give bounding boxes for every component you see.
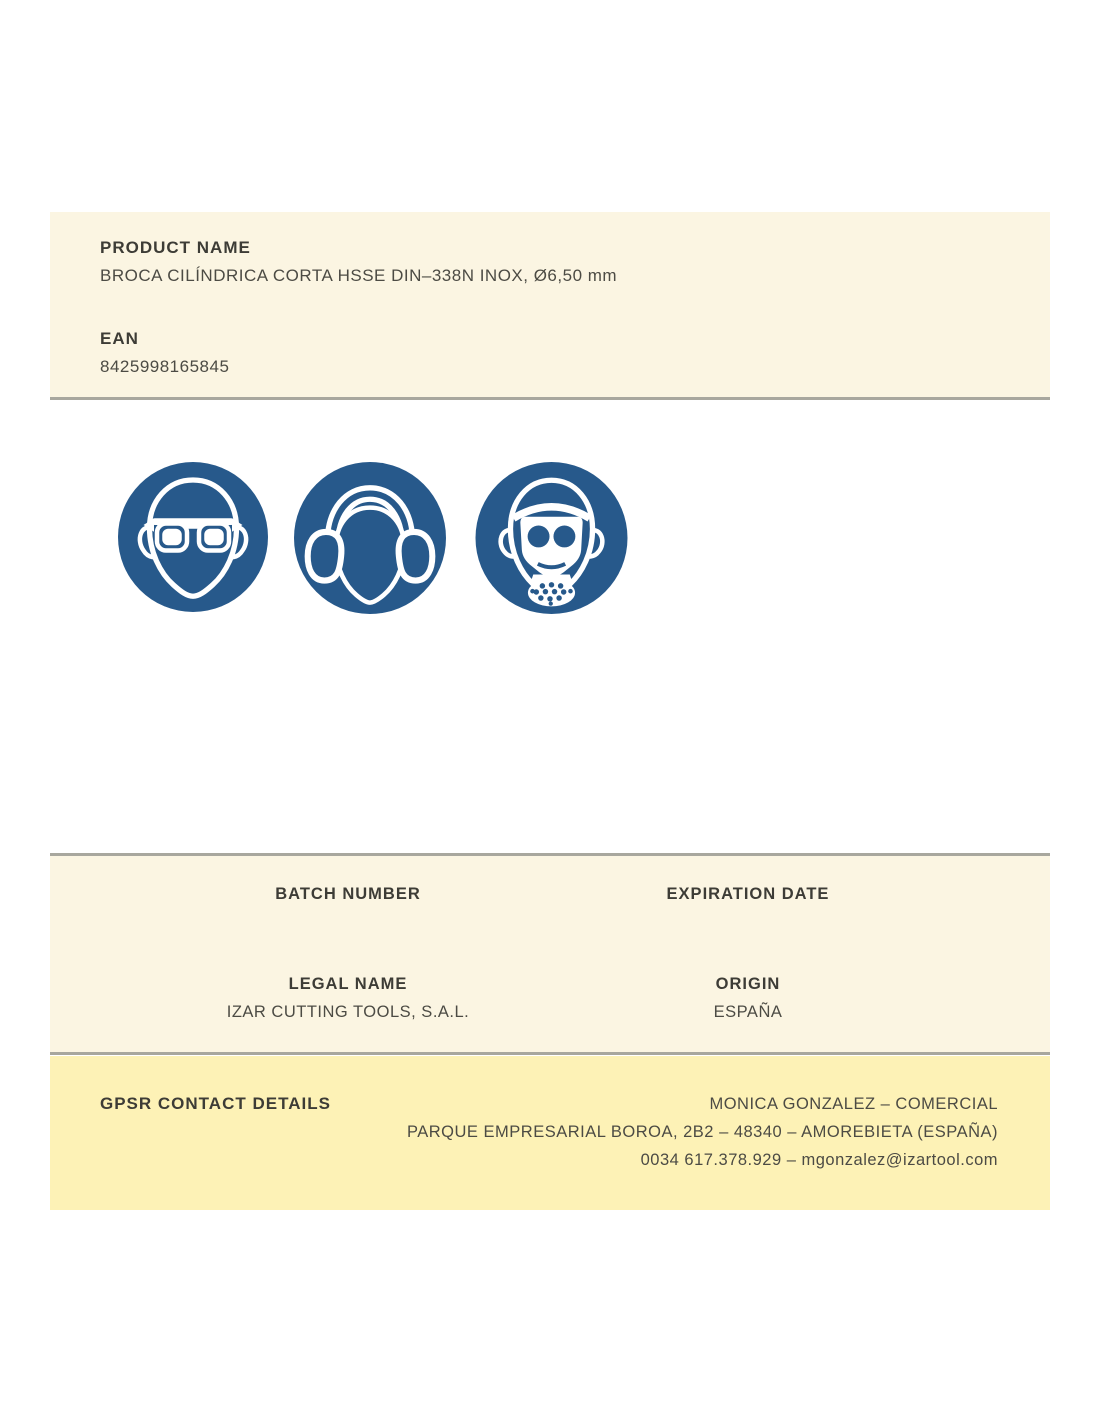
batch-number-label: BATCH NUMBER	[275, 885, 421, 903]
gpsr-contact-line-phone-email: 0034 617.378.929 – mgonzalez@izartool.com	[640, 1151, 998, 1169]
wear-ear-protection-icon	[293, 462, 447, 614]
expiration-date-label: EXPIRATION DATE	[666, 885, 830, 903]
gpsr-contact-panel	[50, 1056, 1050, 1210]
ean-label: EAN	[100, 329, 139, 348]
product-name-label: PRODUCT NAME	[100, 238, 251, 257]
gpsr-contact-line-name: MONICA GONZALEZ – COMERCIAL	[709, 1095, 998, 1113]
ean-value: 8425998165845	[100, 357, 230, 376]
gpsr-contact-line-address: PARQUE EMPRESARIAL BOROA, 2B2 – 48340 – AMOREBIETA (ESPAÑA)	[406, 1123, 998, 1141]
product-name-value: BROCA CILÍNDRICA CORTA HSSE DIN–338N INOX, Ø6,50 mm	[100, 266, 618, 285]
batch-details-panel	[50, 853, 1050, 1055]
origin-label: ORIGIN	[715, 975, 781, 993]
gpsr-contact-block	[407, 1090, 998, 1174]
origin-value: ESPAÑA	[713, 1003, 783, 1021]
wear-respiratory-protection-icon	[475, 462, 628, 614]
wear-eye-protection-icon	[118, 462, 268, 612]
product-info-panel	[50, 212, 1050, 400]
gpsr-contact-label: GPSR CONTACT DETAILS	[100, 1094, 331, 1113]
legal-name-value: IZAR CUTTING TOOLS, S.A.L.	[226, 1003, 470, 1021]
legal-name-label: LEGAL NAME	[288, 975, 408, 993]
